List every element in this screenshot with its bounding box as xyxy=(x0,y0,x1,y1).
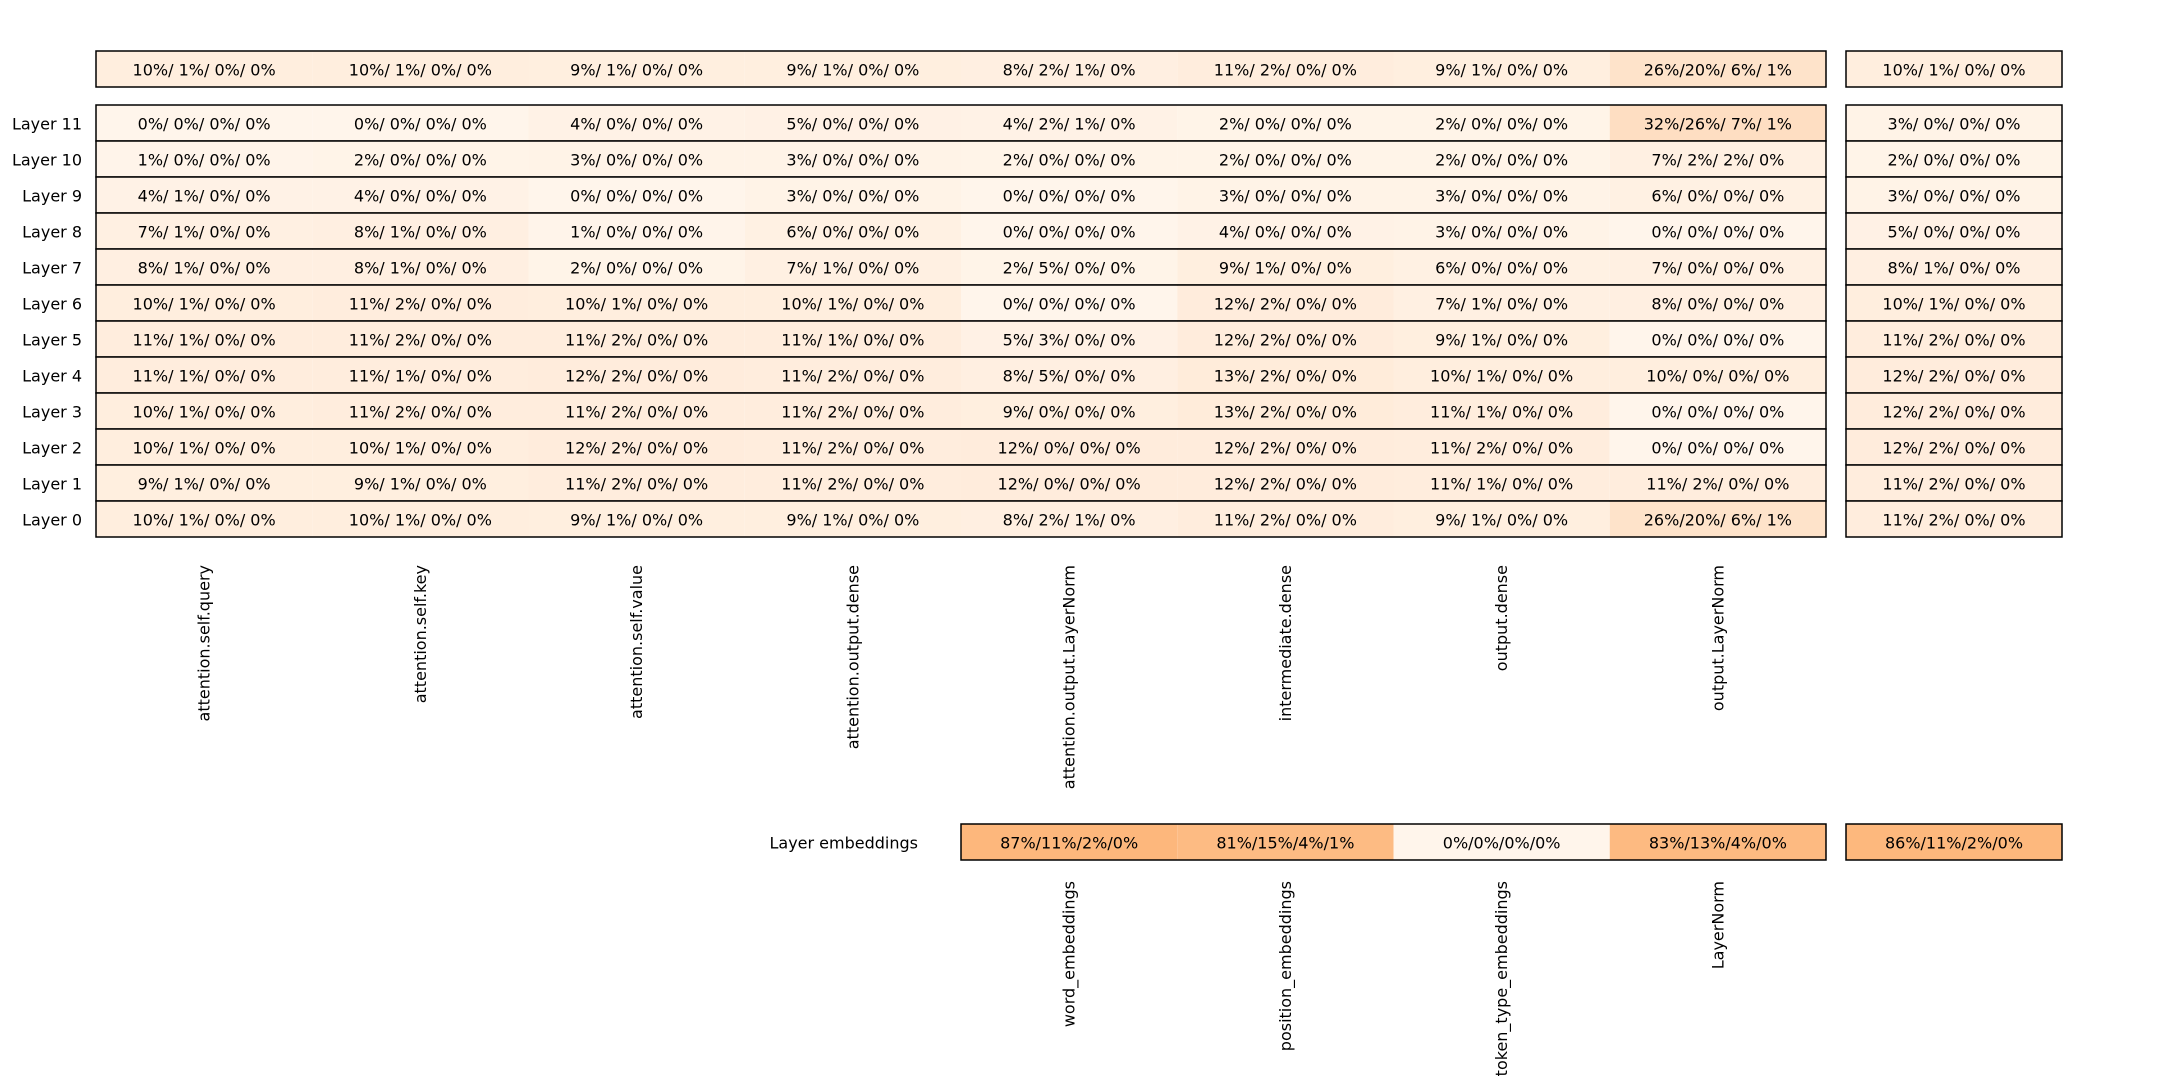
column-label: output.dense xyxy=(1492,565,1512,672)
column-label: intermediate.dense xyxy=(1275,565,1295,722)
layer-cell-label: 7%/ 1%/ 0%/ 0% xyxy=(137,222,271,242)
layer-cell-label: 2%/ 5%/ 0%/ 0% xyxy=(1002,258,1136,278)
layer-total-cell-label: 5%/ 0%/ 0%/ 0% xyxy=(1887,222,2021,242)
summary-cell-label: 9%/ 1%/ 0%/ 0% xyxy=(786,60,920,80)
layer-total-cell-label: 10%/ 1%/ 0%/ 0% xyxy=(1882,294,2026,314)
row-label: Layer 0 xyxy=(22,510,82,530)
layer-cell-label: 1%/ 0%/ 0%/ 0% xyxy=(137,150,271,170)
layer-cell-label: 10%/ 1%/ 0%/ 0% xyxy=(348,438,492,458)
layer-total-cell-label: 11%/ 2%/ 0%/ 0% xyxy=(1882,330,2026,350)
layer-cell-label: 8%/ 0%/ 0%/ 0% xyxy=(1651,294,1785,314)
layer-total-cell-label: 12%/ 2%/ 0%/ 0% xyxy=(1882,366,2026,386)
layer-cell-label: 10%/ 1%/ 0%/ 0% xyxy=(132,438,276,458)
layer-cell-label: 9%/ 1%/ 0%/ 0% xyxy=(137,474,271,494)
layer-cell-label: 4%/ 2%/ 1%/ 0% xyxy=(1002,114,1136,134)
summary-cell-label: 9%/ 1%/ 0%/ 0% xyxy=(1435,60,1569,80)
layer-cell-label: 2%/ 0%/ 0%/ 0% xyxy=(1435,114,1569,134)
layer-cell-label: 2%/ 0%/ 0%/ 0% xyxy=(1218,114,1352,134)
layer-cell-label: 6%/ 0%/ 0%/ 0% xyxy=(786,222,920,242)
row-label: Layer 10 xyxy=(11,150,82,170)
embedding-column-label: token_type_embeddings xyxy=(1492,881,1512,1077)
column-label: attention.self.key xyxy=(410,565,430,704)
layer-cell-label: 6%/ 0%/ 0%/ 0% xyxy=(1651,186,1785,206)
layer-cell-label: 5%/ 0%/ 0%/ 0% xyxy=(786,114,920,134)
layer-cell-label: 8%/ 1%/ 0%/ 0% xyxy=(137,258,271,278)
layer-cell-label: 7%/ 2%/ 2%/ 0% xyxy=(1651,150,1785,170)
layer-cell-label: 7%/ 1%/ 0%/ 0% xyxy=(1435,294,1569,314)
layer-cell-label: 11%/ 1%/ 0%/ 0% xyxy=(132,330,276,350)
layer-cell-label: 11%/ 2%/ 0%/ 0% xyxy=(348,330,492,350)
summary-cell-label: 9%/ 1%/ 0%/ 0% xyxy=(570,60,704,80)
layer-cell-label: 3%/ 0%/ 0%/ 0% xyxy=(1218,186,1352,206)
layer-cell-label: 12%/ 2%/ 0%/ 0% xyxy=(565,366,709,386)
row-label: Layer 9 xyxy=(22,186,82,206)
embedding-column-label: position_embeddings xyxy=(1275,881,1295,1052)
layer-cell-label: 11%/ 1%/ 0%/ 0% xyxy=(1430,402,1574,422)
layer-cell-label: 12%/ 2%/ 0%/ 0% xyxy=(565,438,709,458)
layer-cell-label: 10%/ 1%/ 0%/ 0% xyxy=(565,294,709,314)
layer-cell-label: 9%/ 1%/ 0%/ 0% xyxy=(1435,330,1569,350)
row-label: Layer 4 xyxy=(22,366,82,386)
layer-cell-label: 11%/ 2%/ 0%/ 0% xyxy=(348,294,492,314)
embedding-cell-label: 0%/0%/0%/0% xyxy=(1442,833,1561,853)
layer-cell-label: 11%/ 2%/ 0%/ 0% xyxy=(565,330,709,350)
layer-cell-label: 12%/ 2%/ 0%/ 0% xyxy=(1213,330,1357,350)
layer-cell-label: 6%/ 0%/ 0%/ 0% xyxy=(1435,258,1569,278)
layer-cell-label: 3%/ 0%/ 0%/ 0% xyxy=(1435,222,1569,242)
layer-cell-label: 26%/20%/ 6%/ 1% xyxy=(1643,510,1792,530)
layer-cell-label: 11%/ 2%/ 0%/ 0% xyxy=(781,366,925,386)
layer-cell-label: 5%/ 3%/ 0%/ 0% xyxy=(1002,330,1136,350)
row-label: Layer 7 xyxy=(22,258,82,278)
summary-total-cell-label: 10%/ 1%/ 0%/ 0% xyxy=(1882,60,2026,80)
layer-cell-label: 4%/ 1%/ 0%/ 0% xyxy=(137,186,271,206)
row-label: Layer 8 xyxy=(22,222,82,242)
layer-cell-label: 10%/ 1%/ 0%/ 0% xyxy=(1430,366,1574,386)
row-label: Layer 1 xyxy=(22,474,82,494)
layer-cell-label: 11%/ 1%/ 0%/ 0% xyxy=(132,366,276,386)
layer-cell-label: 0%/ 0%/ 0%/ 0% xyxy=(353,114,487,134)
layer-cell-label: 2%/ 0%/ 0%/ 0% xyxy=(1218,150,1352,170)
layer-cell-label: 11%/ 2%/ 0%/ 0% xyxy=(781,474,925,494)
layer-cell-label: 7%/ 1%/ 0%/ 0% xyxy=(786,258,920,278)
layer-cell-label: 11%/ 2%/ 0%/ 0% xyxy=(565,402,709,422)
column-label: attention.output.LayerNorm xyxy=(1059,565,1079,790)
layer-cell-label: 10%/ 1%/ 0%/ 0% xyxy=(348,510,492,530)
layer-cell-label: 9%/ 1%/ 0%/ 0% xyxy=(353,474,487,494)
layer-cell-label: 11%/ 2%/ 0%/ 0% xyxy=(348,402,492,422)
layer-cell-label: 0%/ 0%/ 0%/ 0% xyxy=(137,114,271,134)
layer-cell-label: 11%/ 2%/ 0%/ 0% xyxy=(1213,510,1357,530)
row-label: Layer 11 xyxy=(11,114,82,134)
layer-cell-label: 10%/ 1%/ 0%/ 0% xyxy=(132,294,276,314)
layer-total-cell-label: 11%/ 2%/ 0%/ 0% xyxy=(1882,474,2026,494)
layer-total-cell-label: 3%/ 0%/ 0%/ 0% xyxy=(1887,186,2021,206)
layer-cell-label: 0%/ 0%/ 0%/ 0% xyxy=(1651,222,1785,242)
layer-cell-label: 12%/ 0%/ 0%/ 0% xyxy=(997,438,1141,458)
layer-cell-label: 0%/ 0%/ 0%/ 0% xyxy=(1651,330,1785,350)
embedding-cell-label: 87%/11%/2%/0% xyxy=(1000,833,1139,853)
layer-cell-label: 3%/ 0%/ 0%/ 0% xyxy=(1435,186,1569,206)
layer-total-cell-label: 12%/ 2%/ 0%/ 0% xyxy=(1882,402,2026,422)
layer-cell-label: 11%/ 2%/ 0%/ 0% xyxy=(781,438,925,458)
layer-cell-label: 10%/ 1%/ 0%/ 0% xyxy=(132,510,276,530)
layer-cell-label: 10%/ 1%/ 0%/ 0% xyxy=(781,294,925,314)
layer-cell-label: 3%/ 0%/ 0%/ 0% xyxy=(786,186,920,206)
row-label: Layer 2 xyxy=(22,438,82,458)
layer-cell-label: 9%/ 0%/ 0%/ 0% xyxy=(1002,402,1136,422)
layer-cell-label: 2%/ 0%/ 0%/ 0% xyxy=(1002,150,1136,170)
layer-cell-label: 0%/ 0%/ 0%/ 0% xyxy=(1002,186,1136,206)
layer-total-cell-label: 2%/ 0%/ 0%/ 0% xyxy=(1887,150,2021,170)
layer-cell-label: 13%/ 2%/ 0%/ 0% xyxy=(1213,402,1357,422)
row-label: Layer 6 xyxy=(22,294,82,314)
layer-cell-label: 4%/ 0%/ 0%/ 0% xyxy=(570,114,704,134)
layer-cell-label: 0%/ 0%/ 0%/ 0% xyxy=(570,186,704,206)
row-label: Layer 5 xyxy=(22,330,82,350)
layer-total-cell-label: 12%/ 2%/ 0%/ 0% xyxy=(1882,438,2026,458)
layer-cell-label: 12%/ 2%/ 0%/ 0% xyxy=(1213,438,1357,458)
column-label: attention.output.dense xyxy=(843,565,863,750)
layer-total-cell-label: 3%/ 0%/ 0%/ 0% xyxy=(1887,114,2021,134)
layer-cell-label: 4%/ 0%/ 0%/ 0% xyxy=(1218,222,1352,242)
layer-cell-label: 3%/ 0%/ 0%/ 0% xyxy=(786,150,920,170)
layer-cell-label: 11%/ 1%/ 0%/ 0% xyxy=(1430,474,1574,494)
layer-cell-label: 2%/ 0%/ 0%/ 0% xyxy=(353,150,487,170)
layer-cell-label: 12%/ 0%/ 0%/ 0% xyxy=(997,474,1141,494)
layer-cell-label: 10%/ 1%/ 0%/ 0% xyxy=(132,402,276,422)
summary-cell-label: 10%/ 1%/ 0%/ 0% xyxy=(132,60,276,80)
layer-cell-label: 4%/ 0%/ 0%/ 0% xyxy=(353,186,487,206)
layer-cell-label: 8%/ 1%/ 0%/ 0% xyxy=(353,258,487,278)
layer-cell-label: 9%/ 1%/ 0%/ 0% xyxy=(570,510,704,530)
embedding-cell-label: 81%/15%/4%/1% xyxy=(1216,833,1355,853)
layer-cell-label: 0%/ 0%/ 0%/ 0% xyxy=(1651,402,1785,422)
layer-cell-label: 1%/ 0%/ 0%/ 0% xyxy=(570,222,704,242)
embedding-total-cell-label: 86%/11%/2%/0% xyxy=(1884,833,2024,853)
layer-total-cell-label: 8%/ 1%/ 0%/ 0% xyxy=(1887,258,2021,278)
embedding-row-label: Layer embeddings xyxy=(769,833,918,853)
layer-cell-label: 10%/ 0%/ 0%/ 0% xyxy=(1646,366,1790,386)
summary-cell-label: 11%/ 2%/ 0%/ 0% xyxy=(1213,60,1357,80)
embedding-cell-label: 83%/13%/4%/0% xyxy=(1648,833,1787,853)
column-label: output.LayerNorm xyxy=(1708,565,1728,712)
layer-cell-label: 12%/ 2%/ 0%/ 0% xyxy=(1213,294,1357,314)
layer-cell-label: 12%/ 2%/ 0%/ 0% xyxy=(1213,474,1357,494)
layer-cell-label: 9%/ 1%/ 0%/ 0% xyxy=(786,510,920,530)
summary-cell-label: 26%/20%/ 6%/ 1% xyxy=(1643,60,1792,80)
layer-cell-label: 3%/ 0%/ 0%/ 0% xyxy=(570,150,704,170)
layer-cell-label: 11%/ 1%/ 0%/ 0% xyxy=(348,366,492,386)
layer-cell-label: 9%/ 1%/ 0%/ 0% xyxy=(1435,510,1569,530)
layer-cell-label: 32%/26%/ 7%/ 1% xyxy=(1643,114,1792,134)
layer-cell-label: 0%/ 0%/ 0%/ 0% xyxy=(1651,438,1785,458)
layer-cell-label: 8%/ 5%/ 0%/ 0% xyxy=(1002,366,1136,386)
layer-cell-label: 9%/ 1%/ 0%/ 0% xyxy=(1218,258,1352,278)
layer-cell-label: 8%/ 2%/ 1%/ 0% xyxy=(1002,510,1136,530)
layer-cell-label: 0%/ 0%/ 0%/ 0% xyxy=(1002,222,1136,242)
layer-cell-label: 0%/ 0%/ 0%/ 0% xyxy=(1002,294,1136,314)
row-label: Layer 3 xyxy=(22,402,82,422)
layer-cell-label: 8%/ 1%/ 0%/ 0% xyxy=(353,222,487,242)
layer-cell-label: 11%/ 2%/ 0%/ 0% xyxy=(781,402,925,422)
embedding-column-label: LayerNorm xyxy=(1708,881,1728,970)
column-label: attention.self.query xyxy=(194,565,214,722)
summary-cell-label: 10%/ 1%/ 0%/ 0% xyxy=(348,60,492,80)
layer-cell-label: 2%/ 0%/ 0%/ 0% xyxy=(1435,150,1569,170)
embedding-column-label: word_embeddings xyxy=(1059,881,1079,1028)
layer-cell-label: 7%/ 0%/ 0%/ 0% xyxy=(1651,258,1785,278)
layer-cell-label: 11%/ 2%/ 0%/ 0% xyxy=(1646,474,1790,494)
layer-cell-label: 13%/ 2%/ 0%/ 0% xyxy=(1213,366,1357,386)
layer-cell-label: 11%/ 2%/ 0%/ 0% xyxy=(565,474,709,494)
layer-cell-label: 2%/ 0%/ 0%/ 0% xyxy=(570,258,704,278)
layer-total-cell-label: 11%/ 2%/ 0%/ 0% xyxy=(1882,510,2026,530)
summary-cell-label: 8%/ 2%/ 1%/ 0% xyxy=(1002,60,1136,80)
layer-cell-label: 11%/ 1%/ 0%/ 0% xyxy=(781,330,925,350)
column-label: attention.self.value xyxy=(627,565,647,719)
layer-cell-label: 11%/ 2%/ 0%/ 0% xyxy=(1430,438,1574,458)
